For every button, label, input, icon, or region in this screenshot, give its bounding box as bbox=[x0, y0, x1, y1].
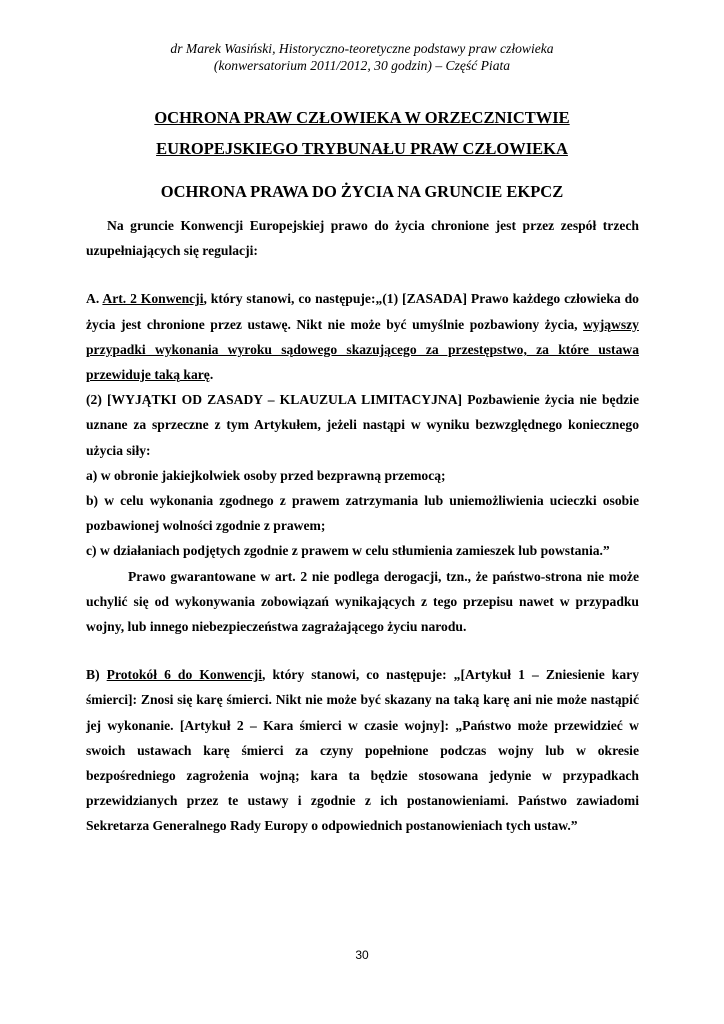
part-a-exception-underlined: wyjąwszy przypadki wykonania wyroku sądowego skazującego za przestępstwo, za które ustawa przewiduje taką karę bbox=[86, 316, 639, 383]
intro-paragraph: Na gruncie Konwencji Europejskiej prawo do życia chronione jest przez zespół trzech uzupełniających się regulacji: bbox=[86, 218, 639, 259]
part-a-item-a: a) w obronie jakiejkolwiek osoby przed bezprawną przemocą; bbox=[86, 467, 446, 483]
header-line-2: (konwersatorium 2011/2012, 30 godzin) – Część Piata bbox=[213, 58, 511, 73]
title-line-2: EUROPEJSKIEGO TRYBUNAŁU PRAW CZŁOWIEKA bbox=[156, 139, 568, 158]
page-title bbox=[0, 102, 724, 164]
part-b-paragraph bbox=[86, 662, 639, 838]
derogation-paragraph: Prawo gwarantowane w art. 2 nie podlega derogacji, tzn., że państwo-strona nie może uchylić się od wykonywania zobowiązań wynikających z tego przepisu nawet w przypadku wojny, lub innego niebezpieczeństwa zagrażającego życiu narodu. bbox=[86, 568, 639, 635]
part-b-protocol-reference: Protokół 6 do Konwencji bbox=[106, 667, 263, 683]
part-a-limitation-clause: (2) [WYJĄTKI OD ZASADY – KLAUZULA LIMITACYJNA] Pozbawienie życia nie będzie uznane za sprzeczne z tym Artykułem, jeżeli nastąpi w wyniku bezwzględnego koniecznego użycia siły: bbox=[86, 392, 639, 458]
header-line-1: dr Marek Wasiński, Historyczno-teoretyczne podstawy praw człowieka bbox=[170, 41, 554, 56]
part-a-text: , który stanowi, co następuje:„(1) [ZASADA] Prawo każdego człowieka do życia jest chronione przez ustawę. Nikt nie może być umyślnie pozbawiony życia, bbox=[86, 291, 639, 332]
part-a-text-end: . bbox=[209, 367, 214, 383]
part-b-text: , który stanowi, co następuje: „[Artykuł 1 – Zniesienie kary śmierci]: Znosi się karę śmierci. Nikt nie może być skazany na taką karę ani nie może nastąpić jej wykonanie. [Artykuł 2 – Kara śmierci w czasie wojny]: „Państwo może przewidzieć w swoich ustawach karę śmierci za czyny popełnione podczas wojny lub w okresie bezpośredniego zagrożenia wojną; kara ta będzie stosowana jedynie w przypadkach przewidzianych przez te ustawy i zgodnie z ich postanowieniami. Państwo zawiadomi Sekretarza Generalnego Rady Europy o odpowiednich postanowieniach tych ustaw.” bbox=[86, 667, 639, 834]
running-header bbox=[0, 40, 724, 74]
document-body bbox=[86, 213, 639, 839]
part-a-paragraph bbox=[86, 286, 639, 387]
section-title: OCHRONA PRAWA DO ŻYCIA NA GRUNCIE EKPCZ bbox=[160, 182, 564, 201]
part-a-item-c: c) w działaniach podjętych zgodnie z prawem w celu stłumienia zamieszek lub powstania.” bbox=[86, 543, 610, 559]
part-a-prefix: A. bbox=[86, 291, 100, 307]
part-a-item-b: b) w celu wykonania zgodnego z prawem zatrzymania lub uniemożliwienia ucieczki osobie pozbawionej wolności zgodnie z prawem; bbox=[86, 493, 639, 534]
page-number: 30 bbox=[355, 948, 369, 962]
title-line-1: OCHRONA PRAW CZŁOWIEKA W ORZECZNICTWIE bbox=[154, 108, 570, 127]
part-a-article-reference: Art. 2 Konwencji bbox=[102, 291, 204, 307]
part-b-prefix: B) bbox=[86, 667, 100, 683]
